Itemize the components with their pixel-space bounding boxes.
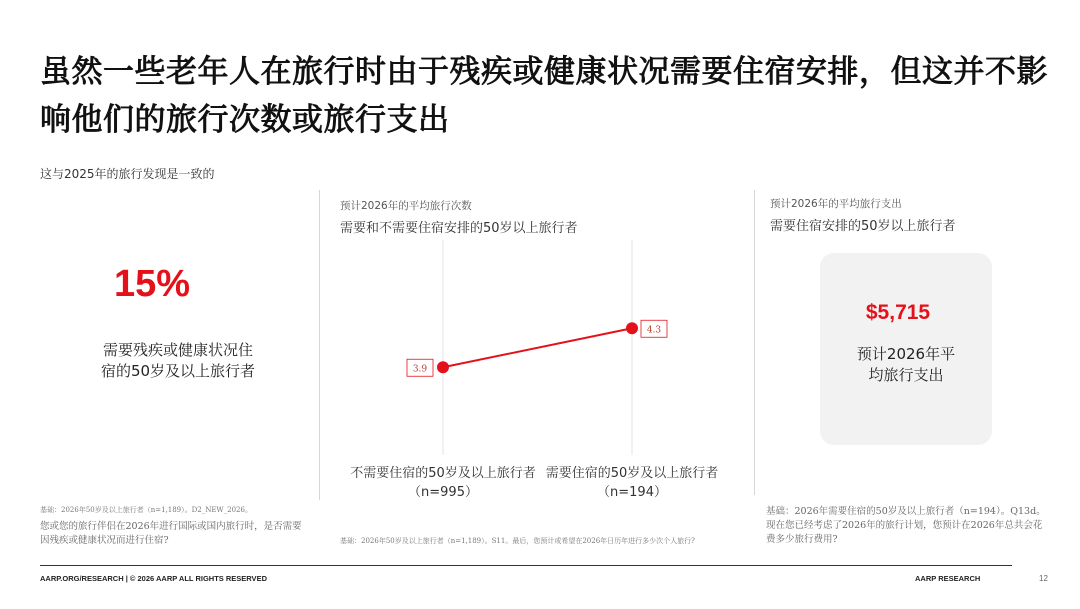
x-category-label: 需要住宿的50岁及以上旅行者（n=194）	[545, 466, 719, 500]
left-question-note: 您或您的旅行伴侣在2026年进行国际或国内旅行时，是否需要因残疾或健康状况而进行住宿?	[40, 521, 302, 546]
footer-brand: AARP RESEARCH	[915, 574, 981, 583]
line-chart	[330, 240, 740, 510]
spend-base-note: 基础：2026年需要住宿的50岁及以上旅行者（n=194）。Q13d。现在您已经考虑了2026年的旅行计划，您预计在2026年总共会花费多少旅行费用?	[766, 506, 1046, 545]
left-subtitle: 这与2025年的旅行发现是一致的	[40, 167, 215, 181]
chart-base-note: 基础：2026年50岁及以上旅行者（n=1,189）。S11。最后，您预计或希望在2026年日历年进行多少次个人旅行?	[340, 537, 695, 545]
footer-rule	[40, 565, 1012, 566]
spend-kicker: 预计2026年的平均旅行支出	[770, 198, 902, 210]
divider-right	[754, 190, 755, 495]
data-point	[437, 361, 449, 373]
spend-description: 预计2026年平均旅行支出	[856, 345, 956, 384]
stat-percentage: 15%	[114, 263, 191, 305]
spend-value: $5,715	[865, 301, 931, 324]
spend-card	[820, 253, 992, 445]
page-title: 虽然一些老年人在旅行时由于残疾或健康状况需要住宿安排，但这并不影响他们的旅行次数或旅行支出	[40, 54, 1048, 138]
spend-subtitle: 需要住宿安排的50岁以上旅行者	[770, 219, 956, 234]
page-number: 12	[1039, 574, 1048, 583]
chart-subtitle: 需要和不需要住宿安排的50岁以上旅行者	[340, 221, 578, 236]
x-category-label: 不需要住宿的50岁及以上旅行者（n=995）	[350, 466, 536, 500]
data-label: 3.9	[412, 364, 428, 375]
stat-description: 需要残疾或健康状况住宿的50岁及以上旅行者	[100, 341, 256, 380]
series-line	[443, 328, 632, 367]
divider-left	[319, 190, 320, 500]
data-point	[626, 322, 638, 334]
left-base-note: 基础：2026年50岁及以上旅行者（n=1,189）。D2_NEW_2026。	[40, 506, 252, 514]
footer-copyright: AARP.ORG/RESEARCH | © 2026 AARP ALL RIGHTS RESERVED	[40, 574, 267, 583]
chart-kicker: 预计2026年的平均旅行次数	[340, 200, 472, 212]
data-label: 4.3	[646, 325, 662, 336]
